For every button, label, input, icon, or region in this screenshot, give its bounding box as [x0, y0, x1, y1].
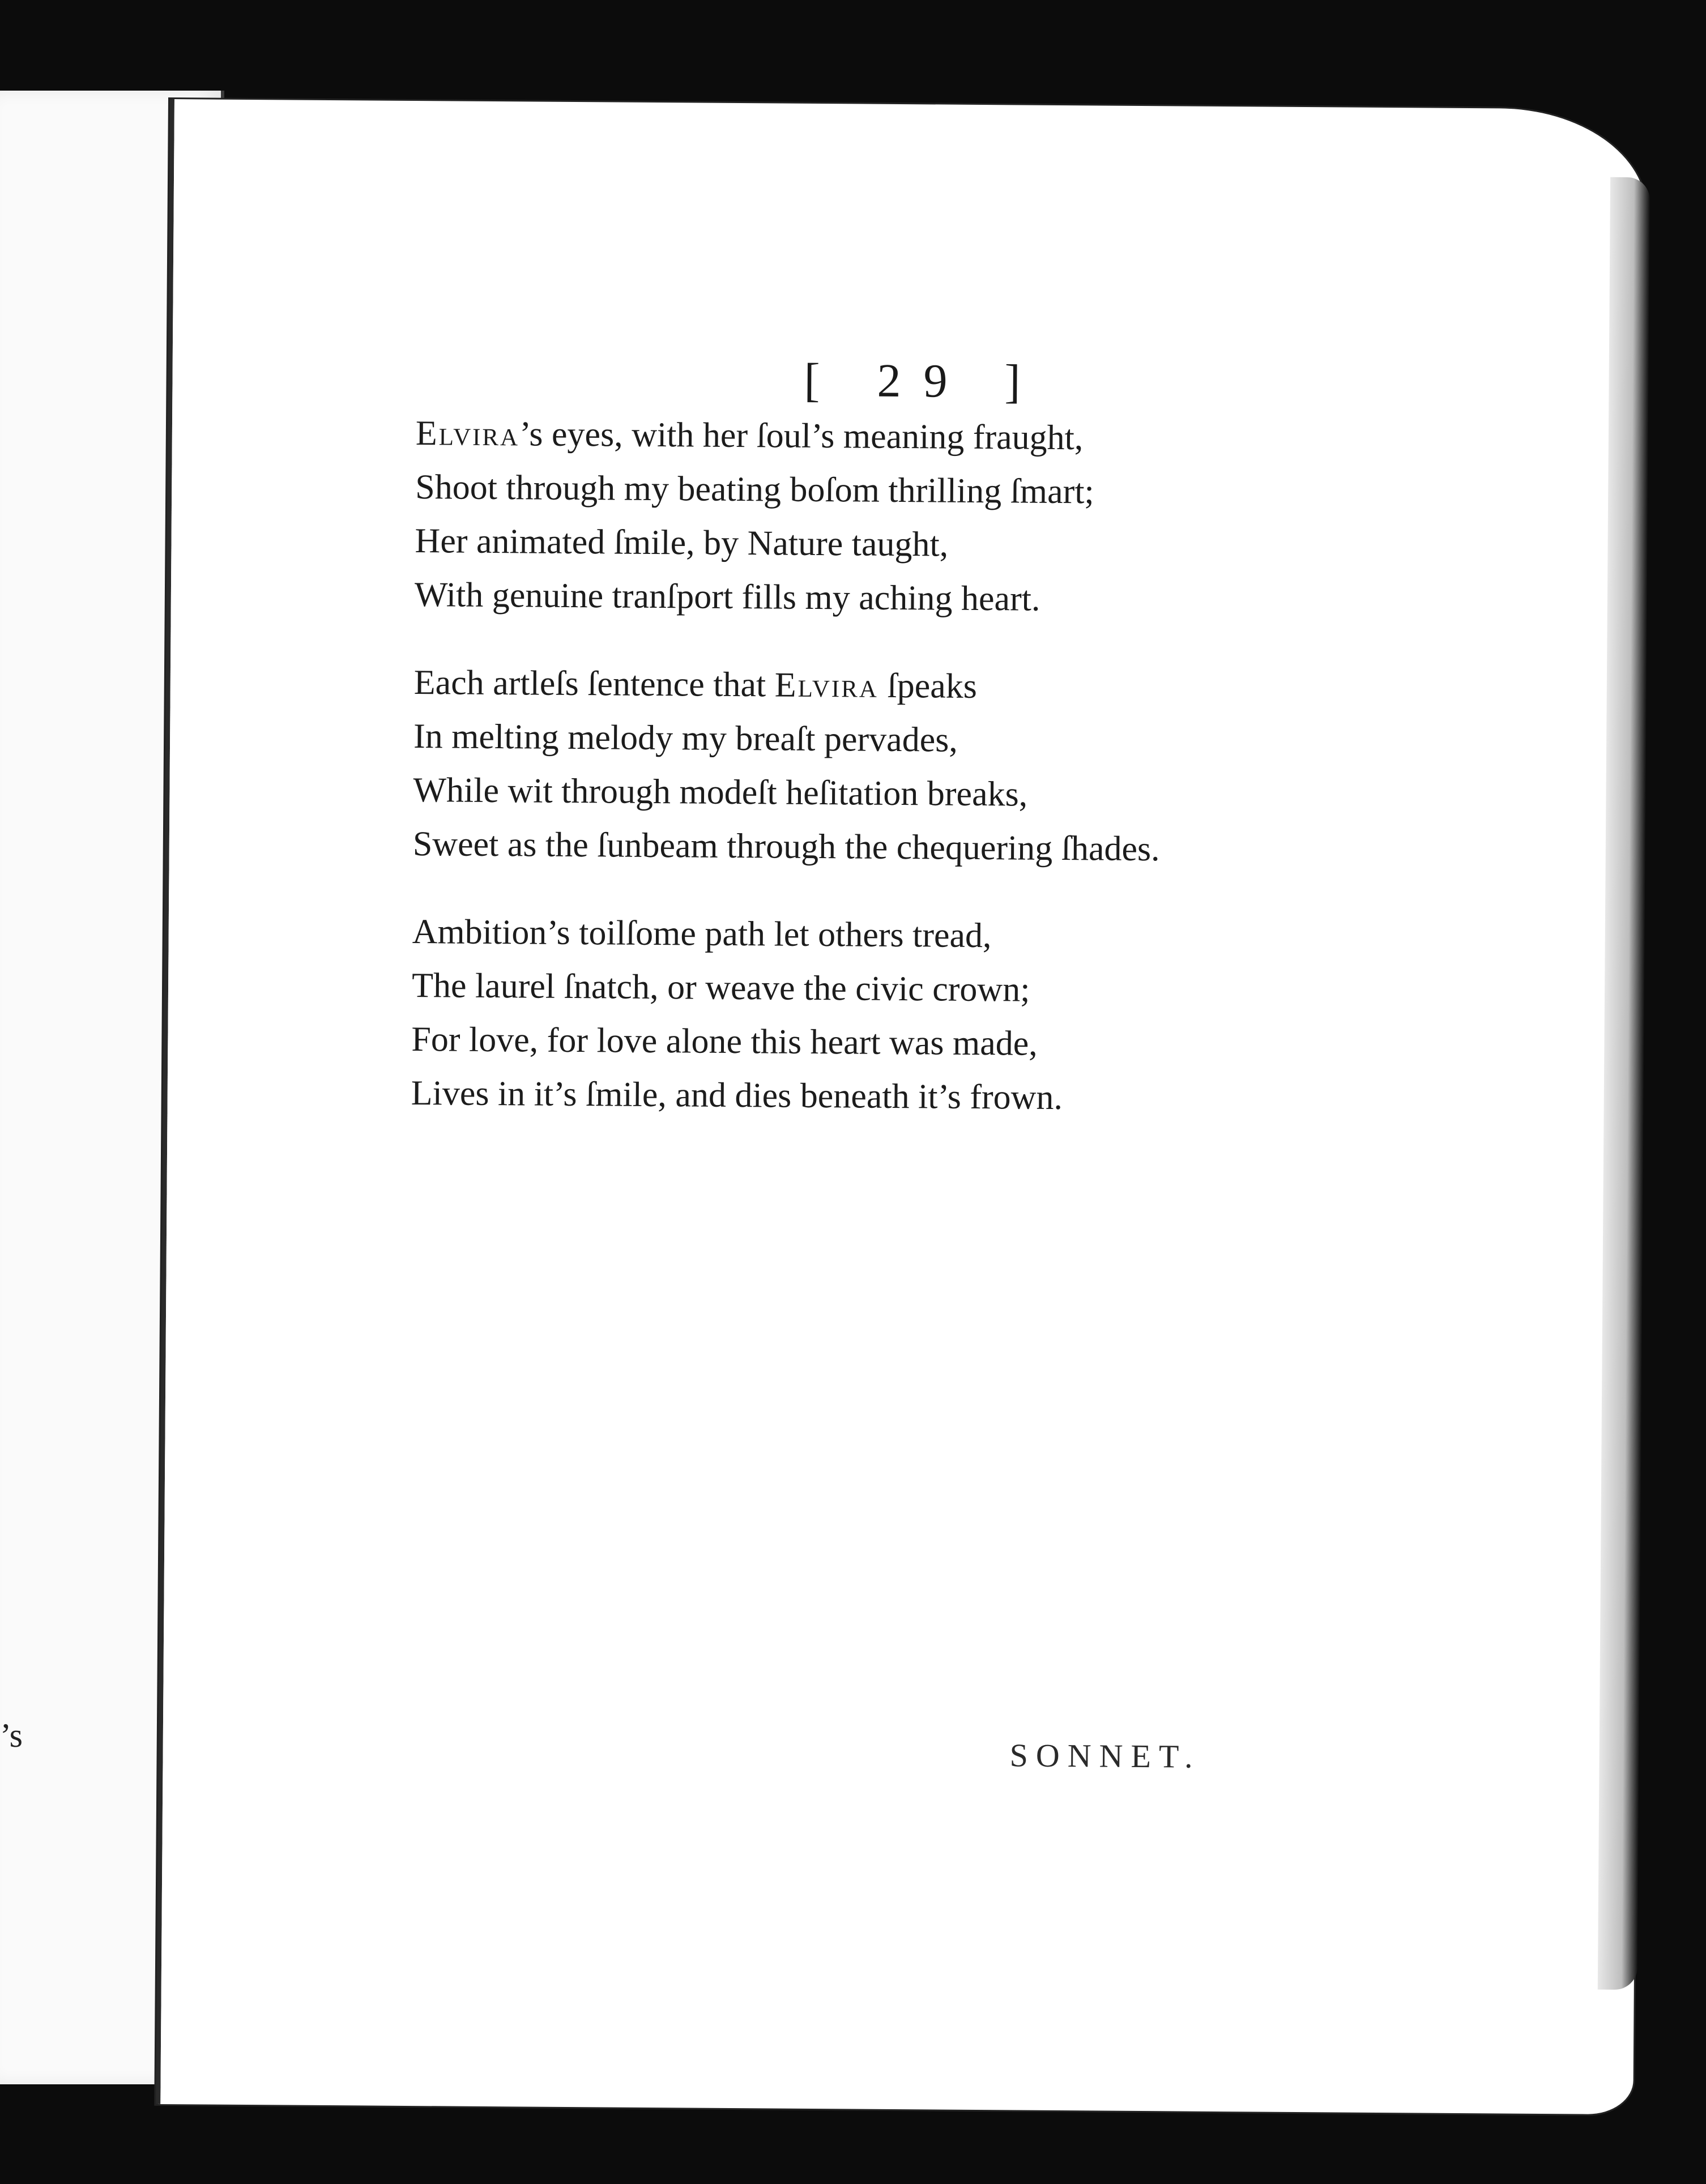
- poem-line: Her animated ſmile, by Nature taught,: [415, 522, 949, 564]
- poem-line: Each artleſs ſentence that Elvira ſpeaks: [413, 663, 978, 706]
- page-number: [ 29 ]: [804, 353, 1043, 408]
- name-elvira: Elvira: [774, 666, 879, 705]
- poem-line: Lives in it’s ſmile, and dies beneath it’s frown.: [411, 1074, 1063, 1117]
- catchword: SONNET.: [1009, 1737, 1201, 1775]
- poem-line: With genuine tranſport fills my aching heart.: [414, 575, 1040, 618]
- poem-line: For love, for love alone this heart was made,: [411, 1020, 1038, 1063]
- right-page: [156, 99, 1647, 2114]
- left-page-fragment: ’s: [0, 1717, 23, 1754]
- name-elvira: Elvira: [415, 414, 520, 454]
- poem-line: Sweet as the ſunbeam through the chequering ſhades.: [412, 825, 1160, 869]
- stanza-2: [412, 656, 1490, 878]
- stanza-1: [415, 407, 1492, 629]
- poem-line: Ambition’s toilſome path let others tread,: [412, 912, 992, 956]
- poem: [411, 407, 1492, 1162]
- poem-line: In melting melody my breaſt pervades,: [413, 717, 958, 760]
- stanza-3: [411, 905, 1489, 1128]
- poem-line: Shoot through my beating boſom thrilling ſmart;: [415, 468, 1095, 511]
- poem-line: While wit through modeſt heſitation breaks,: [413, 771, 1028, 814]
- poem-line: Elvira’s eyes, with her ſoul’s meaning fraught,: [415, 414, 1084, 458]
- poem-line: The laurel ſnatch, or weave the civic crown;: [411, 966, 1030, 1009]
